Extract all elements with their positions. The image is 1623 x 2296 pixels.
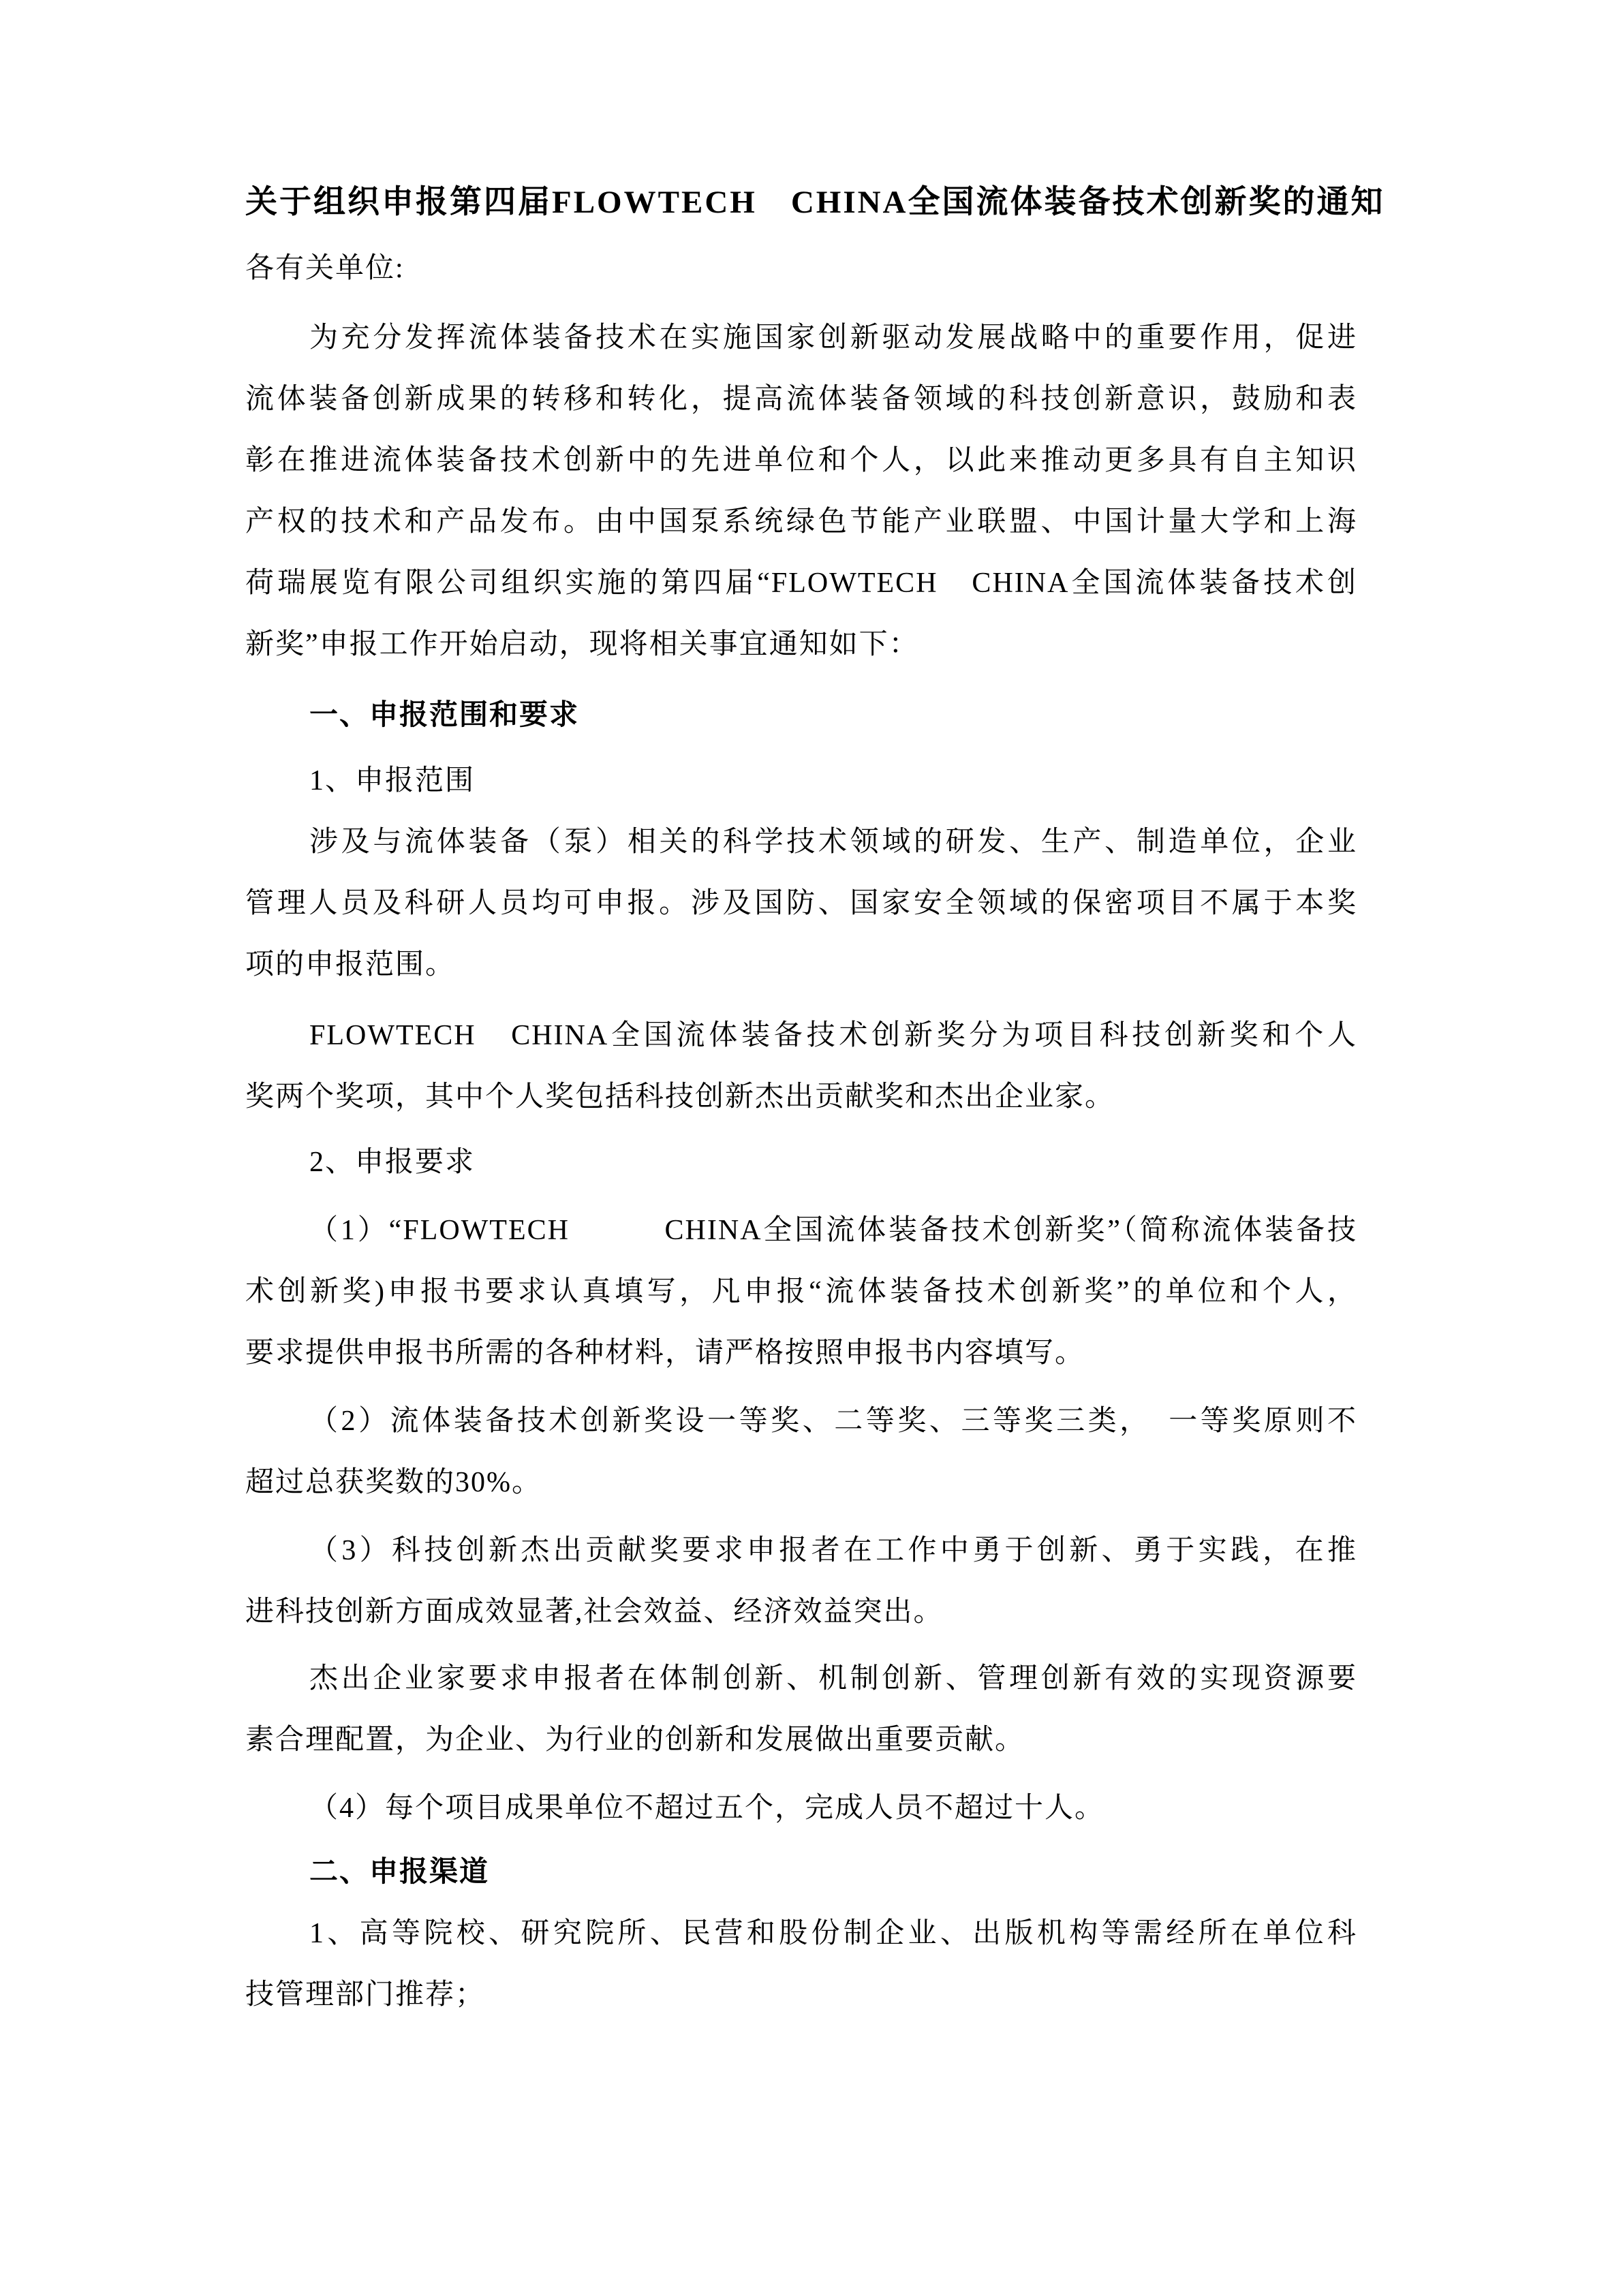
text-line: 为充分发挥流体装备技术在实施国家创新驱动发展战略中的重要作用，促进: [309, 322, 1357, 354]
paragraph: [245, 1200, 1357, 1384]
paragraph: [245, 811, 1357, 995]
paragraph: [245, 307, 1357, 675]
subheading-declare-requirements: [245, 1132, 1357, 1193]
text-line: 进科技创新方面成效显著,社会效益、经济效益突出。: [245, 1596, 944, 1628]
salutation-block: [245, 238, 1357, 299]
section-heading-2: [245, 1842, 1357, 1903]
text-line: FLOWTECH CHINA全国流体装备技术创新奖分为项目科技创新奖和个人: [309, 1020, 1357, 1051]
salutation-line: 各有关单位:: [245, 253, 405, 284]
heading-line: 二、申报渠道: [309, 1857, 490, 1888]
text-line: 项的申报范围。: [245, 949, 456, 980]
text-line: （3）科技创新杰出贡献奖要求申报者在工作中勇于创新、勇于实践，在推: [309, 1535, 1357, 1566]
document-title: 关于组织申报第四届FLOWTECH CHINA全国流体装备技术创新奖的通知: [245, 185, 1385, 220]
paragraph: [245, 1648, 1357, 1771]
subheading-line: 2、申报要求: [309, 1147, 476, 1178]
text-line: 术创新奖)申报书要求认真填写，凡申报“流体装备技术创新奖”的单位和个人，: [245, 1276, 1357, 1307]
subheading-line: 1、申报范围: [309, 765, 476, 796]
text-line: 要求提供申报书所需的各种材料，请严格按照申报书内容填写。: [245, 1337, 1085, 1369]
paragraph: [245, 1005, 1357, 1128]
paragraph: [245, 1520, 1357, 1643]
text-line: 涉及与流体装备（泵）相关的科学技术领域的研发、生产、制造单位，企业: [309, 826, 1357, 858]
paragraph: [245, 1778, 1357, 1839]
text-line: 产权的技术和产品发布。由中国泵系统绿色节能产业联盟、中国计量大学和上海: [245, 506, 1357, 538]
text-line: 1、高等院校、研究院所、民营和股份制企业、出版机构等需经所在单位科: [309, 1918, 1357, 1949]
subheading-declare-scope: [245, 750, 1357, 811]
text-line: 流体装备创新成果的转移和转化，提高流体装备领域的科技创新意识，鼓励和表: [245, 384, 1357, 415]
text-line: 奖两个奖项，其中个人奖包括科技创新杰出贡献奖和杰出企业家。: [245, 1081, 1115, 1113]
text-line: 超过总获奖数的30%。: [245, 1467, 542, 1498]
text-line: 新奖”申报工作开始启动，现将相关事宜通知如下：: [245, 629, 919, 660]
text-line: 荷瑞展览有限公司组织实施的第四届“FLOWTECH CHINA全国流体装备技术创: [245, 568, 1357, 599]
text-line: （4）每个项目成果单位不超过五个，完成人员不超过十人。: [309, 1793, 1105, 1824]
text-line: （2）流体装备技术创新奖设一等奖、二等奖、三等奖三类， 一等奖原则不: [309, 1406, 1357, 1437]
text-line: 彰在推进流体装备技术创新中的先进单位和个人，以此来推动更多具有自主知识: [245, 445, 1357, 476]
section-heading-1: [245, 685, 1357, 746]
text-line: 技管理部门推荐；: [245, 1979, 486, 2011]
text-line: 素合理配置，为企业、为行业的创新和发展做出重要贡献。: [245, 1724, 1025, 1756]
text-line: 管理人员及科研人员均可申报。涉及国防、国家安全领域的保密项目不属于本奖: [245, 888, 1357, 919]
paragraph: [245, 1903, 1357, 2026]
text-line: 杰出企业家要求申报者在体制创新、机制创新、管理创新有效的实现资源要: [309, 1663, 1357, 1694]
text-line: （1）“FLOWTECH CHINA全国流体装备技术创新奖”（简称流体装备技: [309, 1215, 1357, 1246]
paragraph: [245, 1391, 1357, 1513]
heading-line: 一、申报范围和要求: [309, 700, 580, 731]
